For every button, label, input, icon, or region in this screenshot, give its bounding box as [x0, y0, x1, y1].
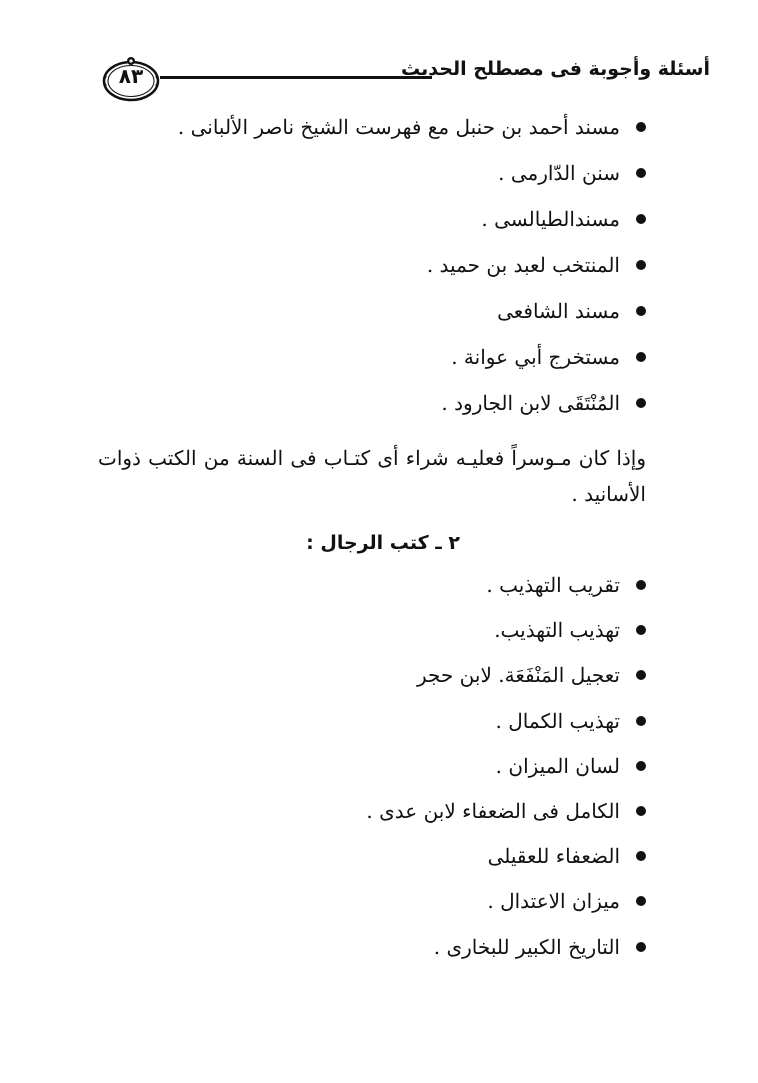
bullet-icon: [636, 398, 646, 408]
bullet-icon: [636, 260, 646, 270]
list-item: الكامل فى الضعفاء لابن عدى .: [366, 800, 646, 822]
list-item: تهذيب التهذيب.: [366, 619, 646, 641]
bullet-icon: [636, 761, 646, 771]
bullet-icon: [636, 122, 646, 132]
list-item: ميزان الاعتدال .: [366, 890, 646, 912]
list-item: المُنْتَقَى لابن الجارود .: [178, 392, 646, 414]
bullet-icon: [636, 851, 646, 861]
running-header: [100, 54, 710, 104]
list-item: تعجيل المَنْفَعَة. لابن حجر: [366, 664, 646, 686]
body-paragraph: وإذا كان مـوسراً فعليـه شراء أى كتـاب فى السنة من الكتب ذوات الأسانيد .: [98, 446, 646, 506]
section-heading: ٢ ـ كتب الرجال :: [306, 532, 460, 554]
bullet-icon: [636, 806, 646, 816]
bullet-icon: [636, 896, 646, 906]
bullet-icon: [636, 942, 646, 952]
bullet-icon: [636, 670, 646, 680]
list-item: مستخرج أبي عوانة .: [178, 346, 646, 368]
page-number: ٨٣: [118, 64, 144, 88]
list-item: تقريب التهذيب .: [366, 574, 646, 596]
bullet-icon: [636, 716, 646, 726]
list-item: مسند أحمد بن حنبل مع فهرست الشيخ ناصر الألبانى .: [178, 116, 646, 138]
bullet-icon: [636, 580, 646, 590]
list-item: تهذيب الكمال .: [366, 710, 646, 732]
list-item: الضعفاء للعقيلى: [366, 845, 646, 867]
bullet-icon: [636, 352, 646, 362]
rijal-books-list: [366, 574, 646, 981]
list-item: لسان الميزان .: [366, 755, 646, 777]
musnad-books-list: [178, 116, 646, 438]
list-item: مسندالطيالسى .: [178, 208, 646, 230]
page-number-badge: [100, 54, 162, 104]
list-item: التاريخ الكبير للبخارى .: [366, 936, 646, 958]
list-item: المنتخب لعبد بن حميد .: [178, 254, 646, 276]
header-title: أسئلة وأجوبة فى مصطلح الحديث: [401, 58, 710, 80]
bullet-icon: [636, 168, 646, 178]
bullet-icon: [636, 214, 646, 224]
list-item: مسند الشافعى: [178, 300, 646, 322]
bullet-icon: [636, 306, 646, 316]
header-rule: [160, 76, 432, 79]
bullet-icon: [636, 625, 646, 635]
list-item: سنن الدّارمى .: [178, 162, 646, 184]
